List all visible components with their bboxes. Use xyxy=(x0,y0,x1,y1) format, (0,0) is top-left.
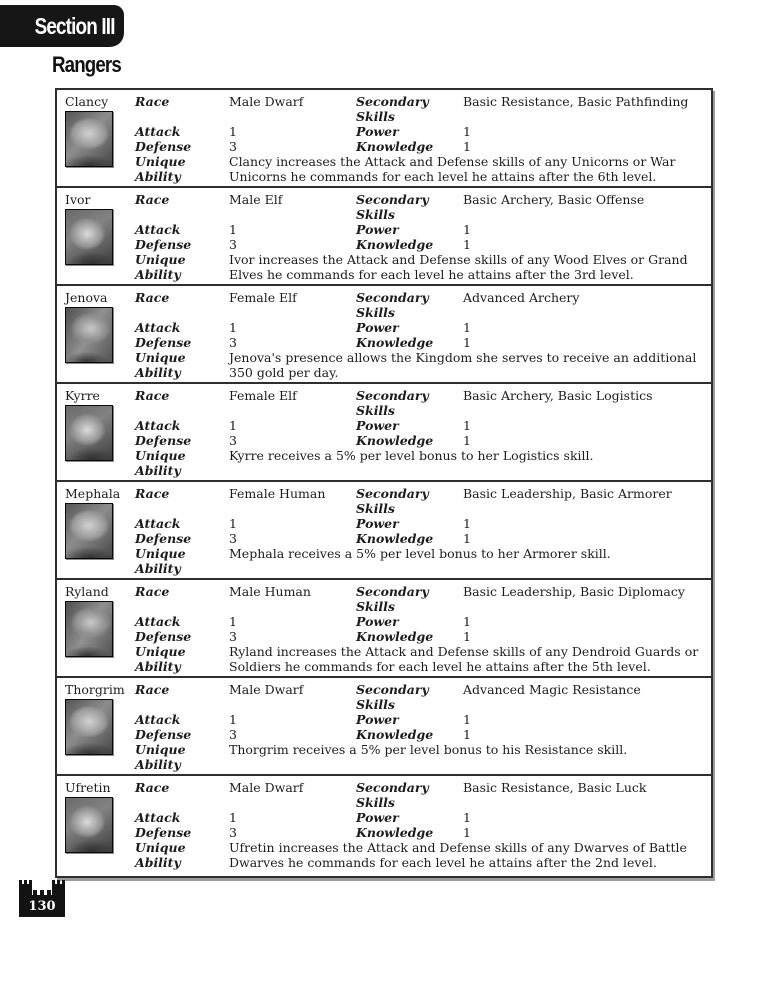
hero-card xyxy=(55,382,713,486)
attack-value: 1 xyxy=(229,810,237,825)
knowledge-value: 1 xyxy=(463,727,471,742)
defense-value: 3 xyxy=(229,335,237,350)
hero-stats xyxy=(135,388,703,478)
hero-stats xyxy=(135,780,703,870)
knowledge-value: 1 xyxy=(463,335,471,350)
power-value: 1 xyxy=(463,222,471,237)
defense-value: 3 xyxy=(229,139,237,154)
hero-portrait-image xyxy=(65,111,113,167)
castle-page-number-icon xyxy=(18,877,66,917)
unique-ability-value: Mephala receives a 5% per level bonus to her Armorer skill. xyxy=(229,546,611,561)
race-value: Male Dwarf xyxy=(229,682,304,697)
attack-label: Attack xyxy=(135,614,181,629)
hero-portrait-image xyxy=(65,307,113,363)
defense-label: Defense xyxy=(135,433,192,448)
hero-portrait-column xyxy=(65,780,135,870)
unique-ability-label: Unique Ability xyxy=(135,448,186,478)
attack-label: Attack xyxy=(135,320,181,335)
power-label: Power xyxy=(356,418,399,433)
knowledge-label: Knowledge xyxy=(356,335,434,350)
secondary-skills-label: Secondary Skills xyxy=(356,290,429,320)
defense-value: 3 xyxy=(229,433,237,448)
knowledge-value: 1 xyxy=(463,433,471,448)
race-label: Race xyxy=(135,388,170,403)
hero-card xyxy=(55,676,713,780)
race-value: Male Dwarf xyxy=(229,94,304,109)
attack-label: Attack xyxy=(135,712,181,727)
unique-ability-label: Unique Ability xyxy=(135,350,186,380)
unique-ability-value: Thorgrim receives a 5% per level bonus to his Resistance skill. xyxy=(229,742,628,757)
secondary-skills-label: Secondary Skills xyxy=(356,192,429,222)
hero-portrait-column xyxy=(65,388,135,478)
unique-ability-value: Clancy increases the Attack and Defense skills of any Unicorns or War Unicorns he commands for each level he attains after the 6th level. xyxy=(229,154,676,184)
hero-stats xyxy=(135,584,703,674)
hero-stats xyxy=(135,192,703,282)
attack-value: 1 xyxy=(229,320,237,335)
power-label: Power xyxy=(356,516,399,531)
unique-ability-value: Kyrre receives a 5% per level bonus to her Logistics skill. xyxy=(229,448,594,463)
power-label: Power xyxy=(356,810,399,825)
hero-name: Clancy xyxy=(65,94,109,109)
hero-portrait-image xyxy=(65,405,113,461)
defense-label: Defense xyxy=(135,825,192,840)
secondary-skills-value: Advanced Magic Resistance xyxy=(463,682,641,697)
defense-label: Defense xyxy=(135,139,192,154)
power-label: Power xyxy=(356,124,399,139)
power-label: Power xyxy=(356,712,399,727)
unique-ability-value: Ryland increases the Attack and Defense skills of any Dendroid Guards or Soldiers he commands for each level he attains after the 5th level. xyxy=(229,644,699,674)
power-value: 1 xyxy=(463,418,471,433)
defense-label: Defense xyxy=(135,237,192,252)
secondary-skills-label: Secondary Skills xyxy=(356,94,429,124)
attack-label: Attack xyxy=(135,516,181,531)
page-title: Rangers xyxy=(52,52,121,77)
attack-value: 1 xyxy=(229,222,237,237)
hero-stats xyxy=(135,682,703,772)
hero-portrait-image xyxy=(65,601,113,657)
knowledge-value: 1 xyxy=(463,629,471,644)
unique-ability-label: Unique Ability xyxy=(135,644,186,674)
knowledge-label: Knowledge xyxy=(356,727,434,742)
power-value: 1 xyxy=(463,516,471,531)
knowledge-label: Knowledge xyxy=(356,629,434,644)
race-label: Race xyxy=(135,192,170,207)
hero-portrait-image xyxy=(65,209,113,265)
attack-label: Attack xyxy=(135,418,181,433)
hero-stats xyxy=(135,486,703,576)
power-label: Power xyxy=(356,320,399,335)
secondary-skills-value: Basic Archery, Basic Logistics xyxy=(463,388,653,403)
hero-portrait-image xyxy=(65,503,113,559)
defense-value: 3 xyxy=(229,531,237,546)
hero-name: Thorgrim xyxy=(65,682,125,697)
attack-value: 1 xyxy=(229,712,237,727)
defense-value: 3 xyxy=(229,727,237,742)
race-value: Male Human xyxy=(229,584,311,599)
power-value: 1 xyxy=(463,614,471,629)
unique-ability-value: Jenova's presence allows the Kingdom she serves to receive an additional 350 gold per day. xyxy=(229,350,697,380)
secondary-skills-label: Secondary Skills xyxy=(356,388,429,418)
unique-ability-value: Ufretin increases the Attack and Defense skills of any Dwarves of Battle Dwarves he commands for each level he attains after the 2nd level. xyxy=(229,840,687,870)
race-value: Female Elf xyxy=(229,388,297,403)
hero-portrait-column xyxy=(65,192,135,282)
hero-name: Ryland xyxy=(65,584,109,599)
defense-value: 3 xyxy=(229,237,237,252)
page-number: 130 xyxy=(28,899,56,914)
section-tab-label: Section III xyxy=(34,12,115,39)
defense-value: 3 xyxy=(229,629,237,644)
attack-value: 1 xyxy=(229,124,237,139)
power-value: 1 xyxy=(463,810,471,825)
unique-ability-label: Unique Ability xyxy=(135,840,186,870)
hero-portrait-column xyxy=(65,682,135,772)
hero-name: Ufretin xyxy=(65,780,111,795)
race-label: Race xyxy=(135,486,170,501)
hero-portrait-column xyxy=(65,290,135,380)
attack-value: 1 xyxy=(229,516,237,531)
knowledge-value: 1 xyxy=(463,531,471,546)
knowledge-label: Knowledge xyxy=(356,825,434,840)
power-value: 1 xyxy=(463,124,471,139)
defense-label: Defense xyxy=(135,531,192,546)
race-value: Female Human xyxy=(229,486,326,501)
secondary-skills-value: Basic Leadership, Basic Diplomacy xyxy=(463,584,685,599)
attack-label: Attack xyxy=(135,222,181,237)
hero-stats xyxy=(135,290,703,380)
hero-card xyxy=(55,284,713,388)
hero-card xyxy=(55,578,713,682)
hero-portrait-image xyxy=(65,699,113,755)
attack-label: Attack xyxy=(135,810,181,825)
power-value: 1 xyxy=(463,712,471,727)
race-label: Race xyxy=(135,290,170,305)
unique-ability-label: Unique Ability xyxy=(135,154,186,184)
secondary-skills-label: Secondary Skills xyxy=(356,584,429,614)
knowledge-label: Knowledge xyxy=(356,237,434,252)
secondary-skills-label: Secondary Skills xyxy=(356,486,429,516)
race-value: Male Elf xyxy=(229,192,283,207)
hero-card xyxy=(55,186,713,290)
hero-portrait-column xyxy=(65,94,135,184)
hero-portrait-column xyxy=(65,584,135,674)
defense-label: Defense xyxy=(135,727,192,742)
hero-name: Ivor xyxy=(65,192,91,207)
race-label: Race xyxy=(135,584,170,599)
secondary-skills-value: Basic Archery, Basic Offense xyxy=(463,192,645,207)
knowledge-value: 1 xyxy=(463,237,471,252)
race-value: Male Dwarf xyxy=(229,780,304,795)
attack-value: 1 xyxy=(229,418,237,433)
knowledge-label: Knowledge xyxy=(356,433,434,448)
unique-ability-label: Unique Ability xyxy=(135,742,186,772)
hero-portrait-image xyxy=(65,797,113,853)
race-label: Race xyxy=(135,780,170,795)
secondary-skills-label: Secondary Skills xyxy=(356,780,429,810)
hero-card xyxy=(55,88,713,192)
unique-ability-label: Unique Ability xyxy=(135,546,186,576)
power-label: Power xyxy=(356,614,399,629)
hero-name: Kyrre xyxy=(65,388,100,403)
race-label: Race xyxy=(135,682,170,697)
hero-name: Jenova xyxy=(65,290,108,305)
secondary-skills-value: Basic Resistance, Basic Pathfinding xyxy=(463,94,689,109)
defense-label: Defense xyxy=(135,629,192,644)
knowledge-label: Knowledge xyxy=(356,531,434,546)
secondary-skills-value: Basic Resistance, Basic Luck xyxy=(463,780,647,795)
secondary-skills-label: Secondary Skills xyxy=(356,682,429,712)
attack-value: 1 xyxy=(229,614,237,629)
race-label: Race xyxy=(135,94,170,109)
power-label: Power xyxy=(356,222,399,237)
defense-label: Defense xyxy=(135,335,192,350)
hero-name: Mephala xyxy=(65,486,121,501)
secondary-skills-value: Basic Leadership, Basic Armorer xyxy=(463,486,672,501)
knowledge-value: 1 xyxy=(463,825,471,840)
power-value: 1 xyxy=(463,320,471,335)
hero-card xyxy=(55,480,713,584)
hero-portrait-column xyxy=(65,486,135,576)
defense-value: 3 xyxy=(229,825,237,840)
unique-ability-label: Unique Ability xyxy=(135,252,186,282)
hero-card xyxy=(55,774,713,878)
race-value: Female Elf xyxy=(229,290,297,305)
knowledge-value: 1 xyxy=(463,139,471,154)
knowledge-label: Knowledge xyxy=(356,139,434,154)
unique-ability-value: Ivor increases the Attack and Defense skills of any Wood Elves or Grand Elves he commands for each level he attains after the 3rd level. xyxy=(229,252,688,282)
secondary-skills-value: Advanced Archery xyxy=(463,290,580,305)
hero-stats xyxy=(135,94,703,184)
attack-label: Attack xyxy=(135,124,181,139)
